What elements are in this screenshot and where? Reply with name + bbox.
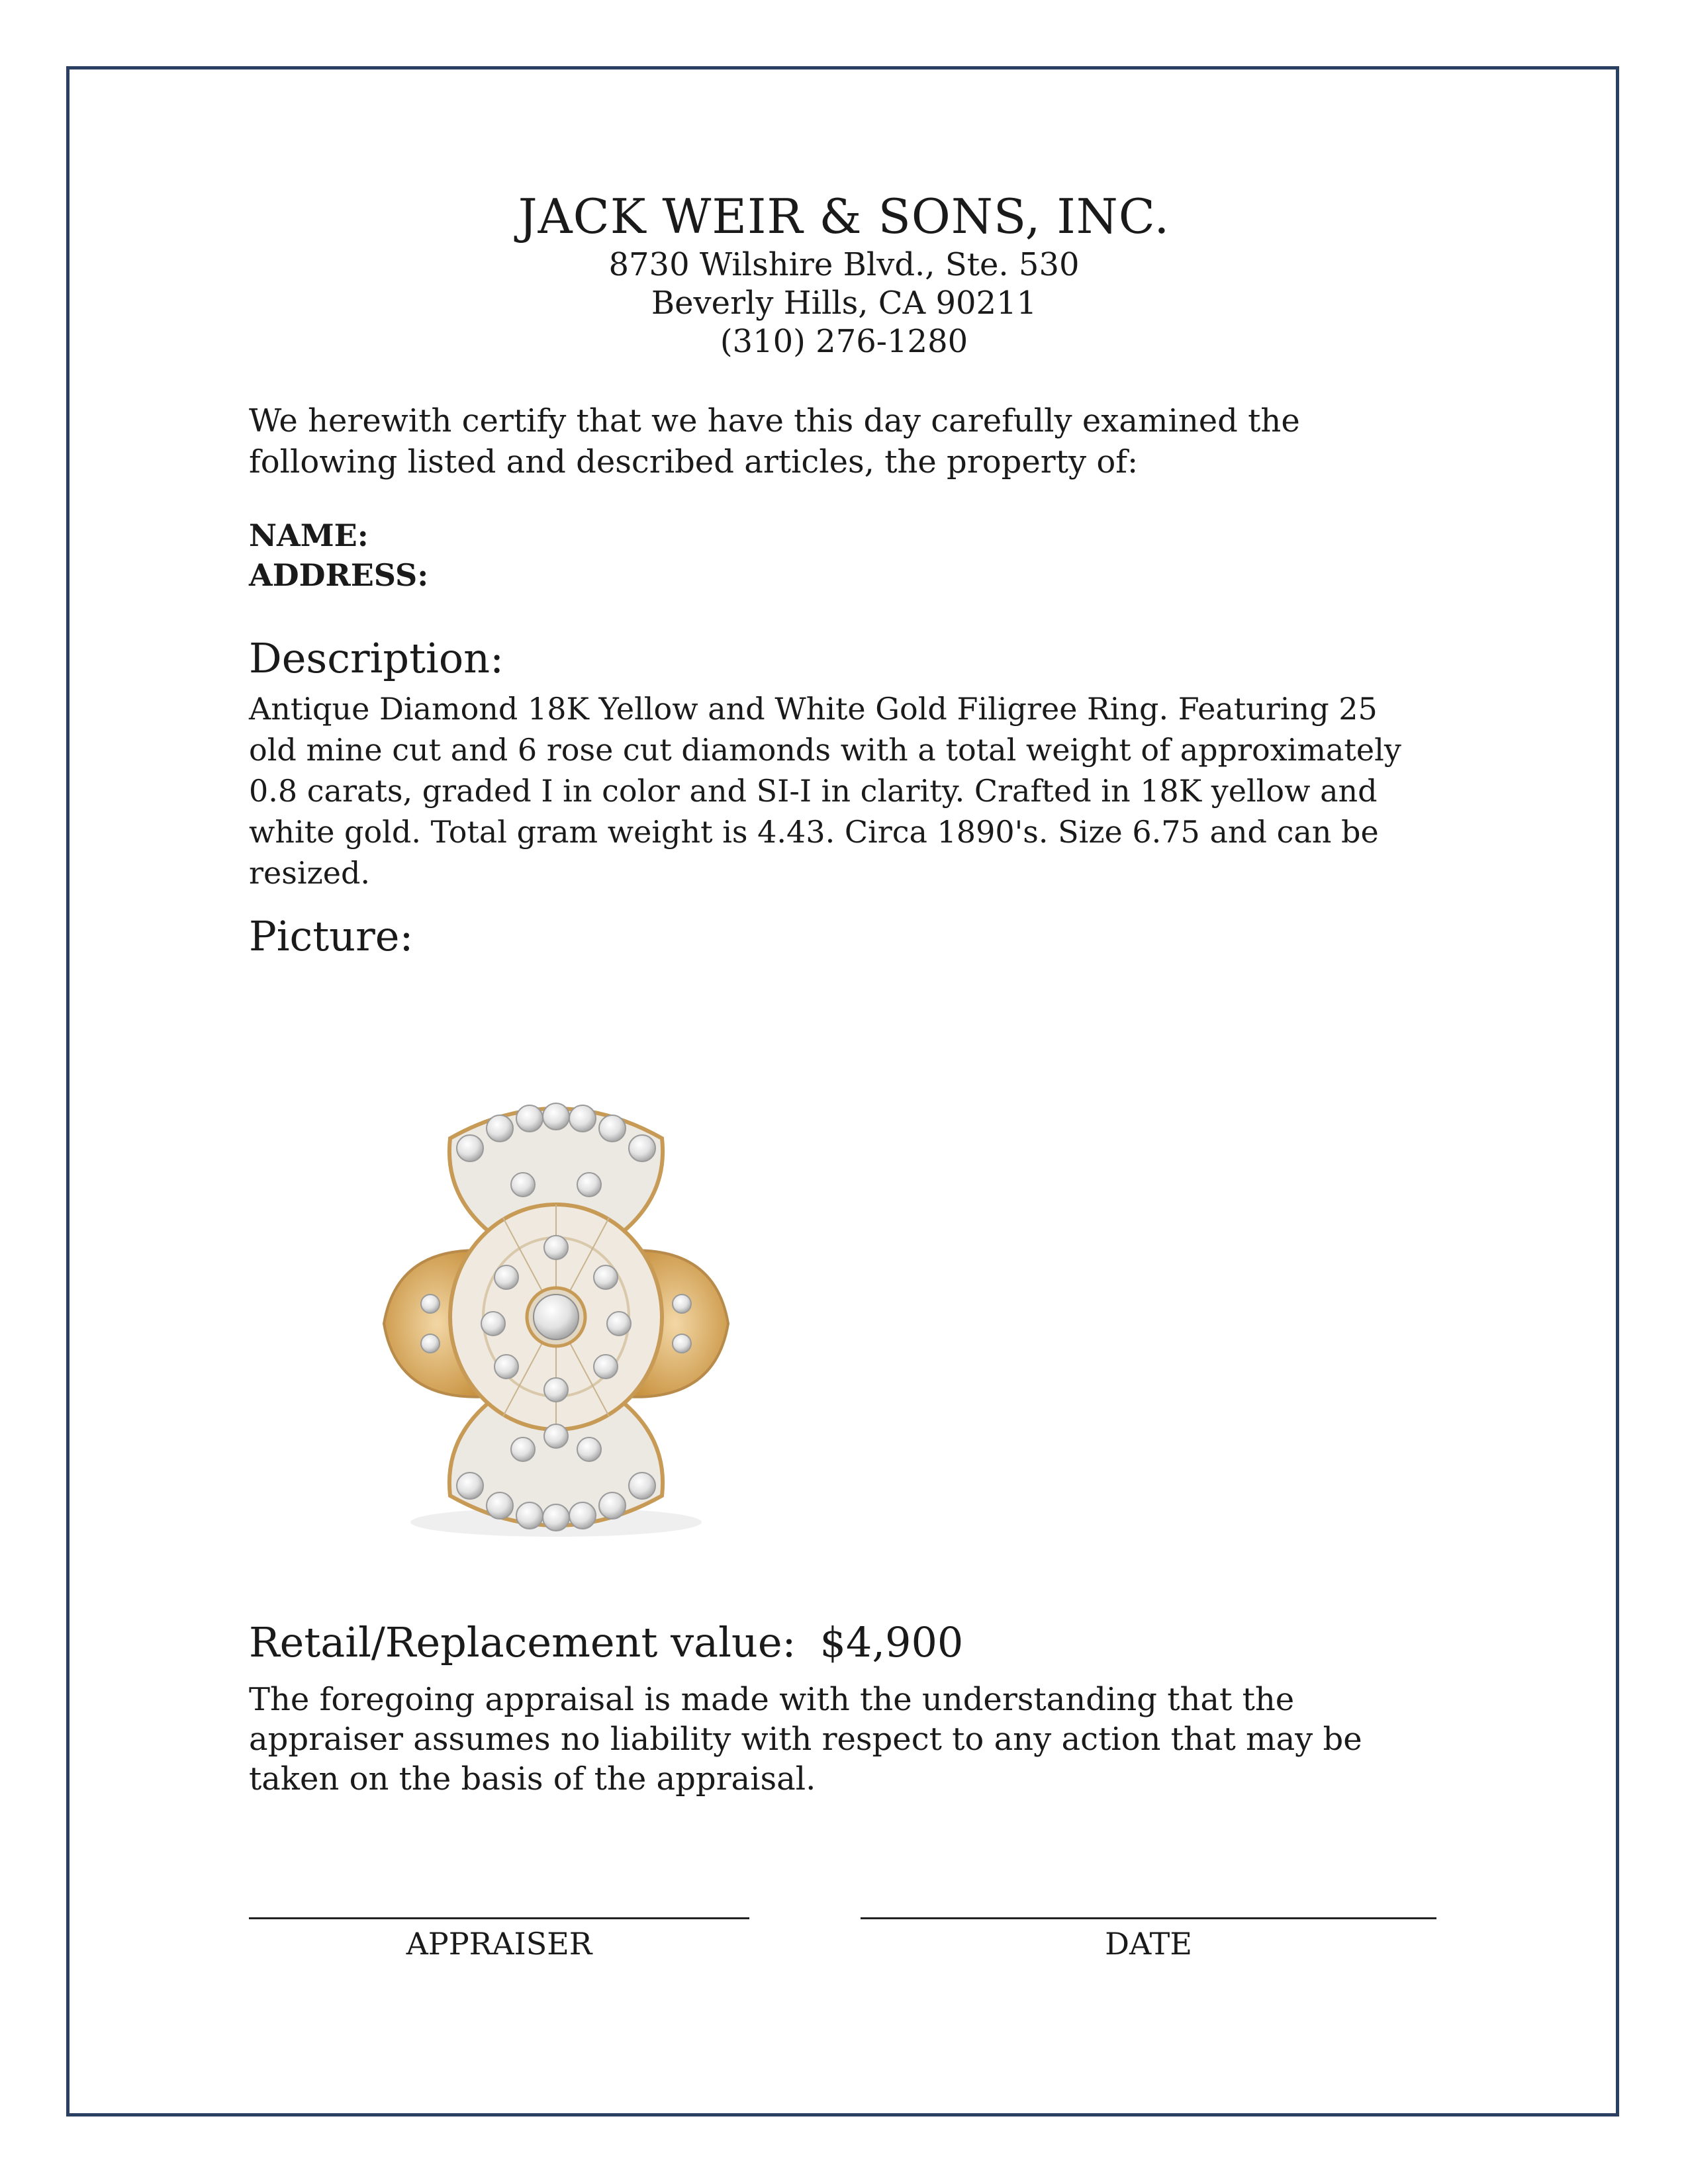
name-field-label: NAME: <box>249 518 369 553</box>
date-label: DATE <box>1105 1926 1192 1962</box>
description-heading: Description: <box>249 634 504 682</box>
value-line <box>249 1618 1454 1666</box>
certification-text: We herewith certify that we have this day carefully examined the following listed and described articles, the property of: <box>249 402 1300 480</box>
company-name: JACK WEIR & SONS, INC. <box>518 189 1170 244</box>
description-text: Antique Diamond 18K Yellow and White Gold Filigree Ring. Featuring 25 old mine cut and 6 rose cut diamonds with a total weight of approximately 0.8 carats, graded I in color and SI-I in clarity. Crafted in 18K yellow and white gold. Total gram weight is 4.43. Circa 1890's. Size 6.75 and can be resized. <box>249 691 1401 891</box>
value-label: Retail/Replacement value: <box>249 1618 796 1666</box>
date-signature-line <box>861 1917 1436 1919</box>
disclaimer-text: The foregoing appraisal is made with the understanding that the appraiser assumes no liability with respect to any action that may be taken on the basis of the appraisal. <box>249 1681 1362 1797</box>
value-amount: $4,900 <box>820 1618 964 1666</box>
appraiser-signature-line <box>249 1917 749 1919</box>
ring-photo <box>357 1085 755 1549</box>
company-address-line1: 8730 Wilshire Blvd., Ste. 530 <box>608 246 1080 283</box>
appraiser-label: APPRAISER <box>406 1926 592 1962</box>
company-address-line2: Beverly Hills, CA 90211 <box>651 285 1037 322</box>
company-phone: (310) 276-1280 <box>720 323 968 360</box>
picture-heading: Picture: <box>249 912 414 960</box>
address-field-label: ADDRESS: <box>249 557 429 593</box>
page-border <box>66 66 1619 2116</box>
